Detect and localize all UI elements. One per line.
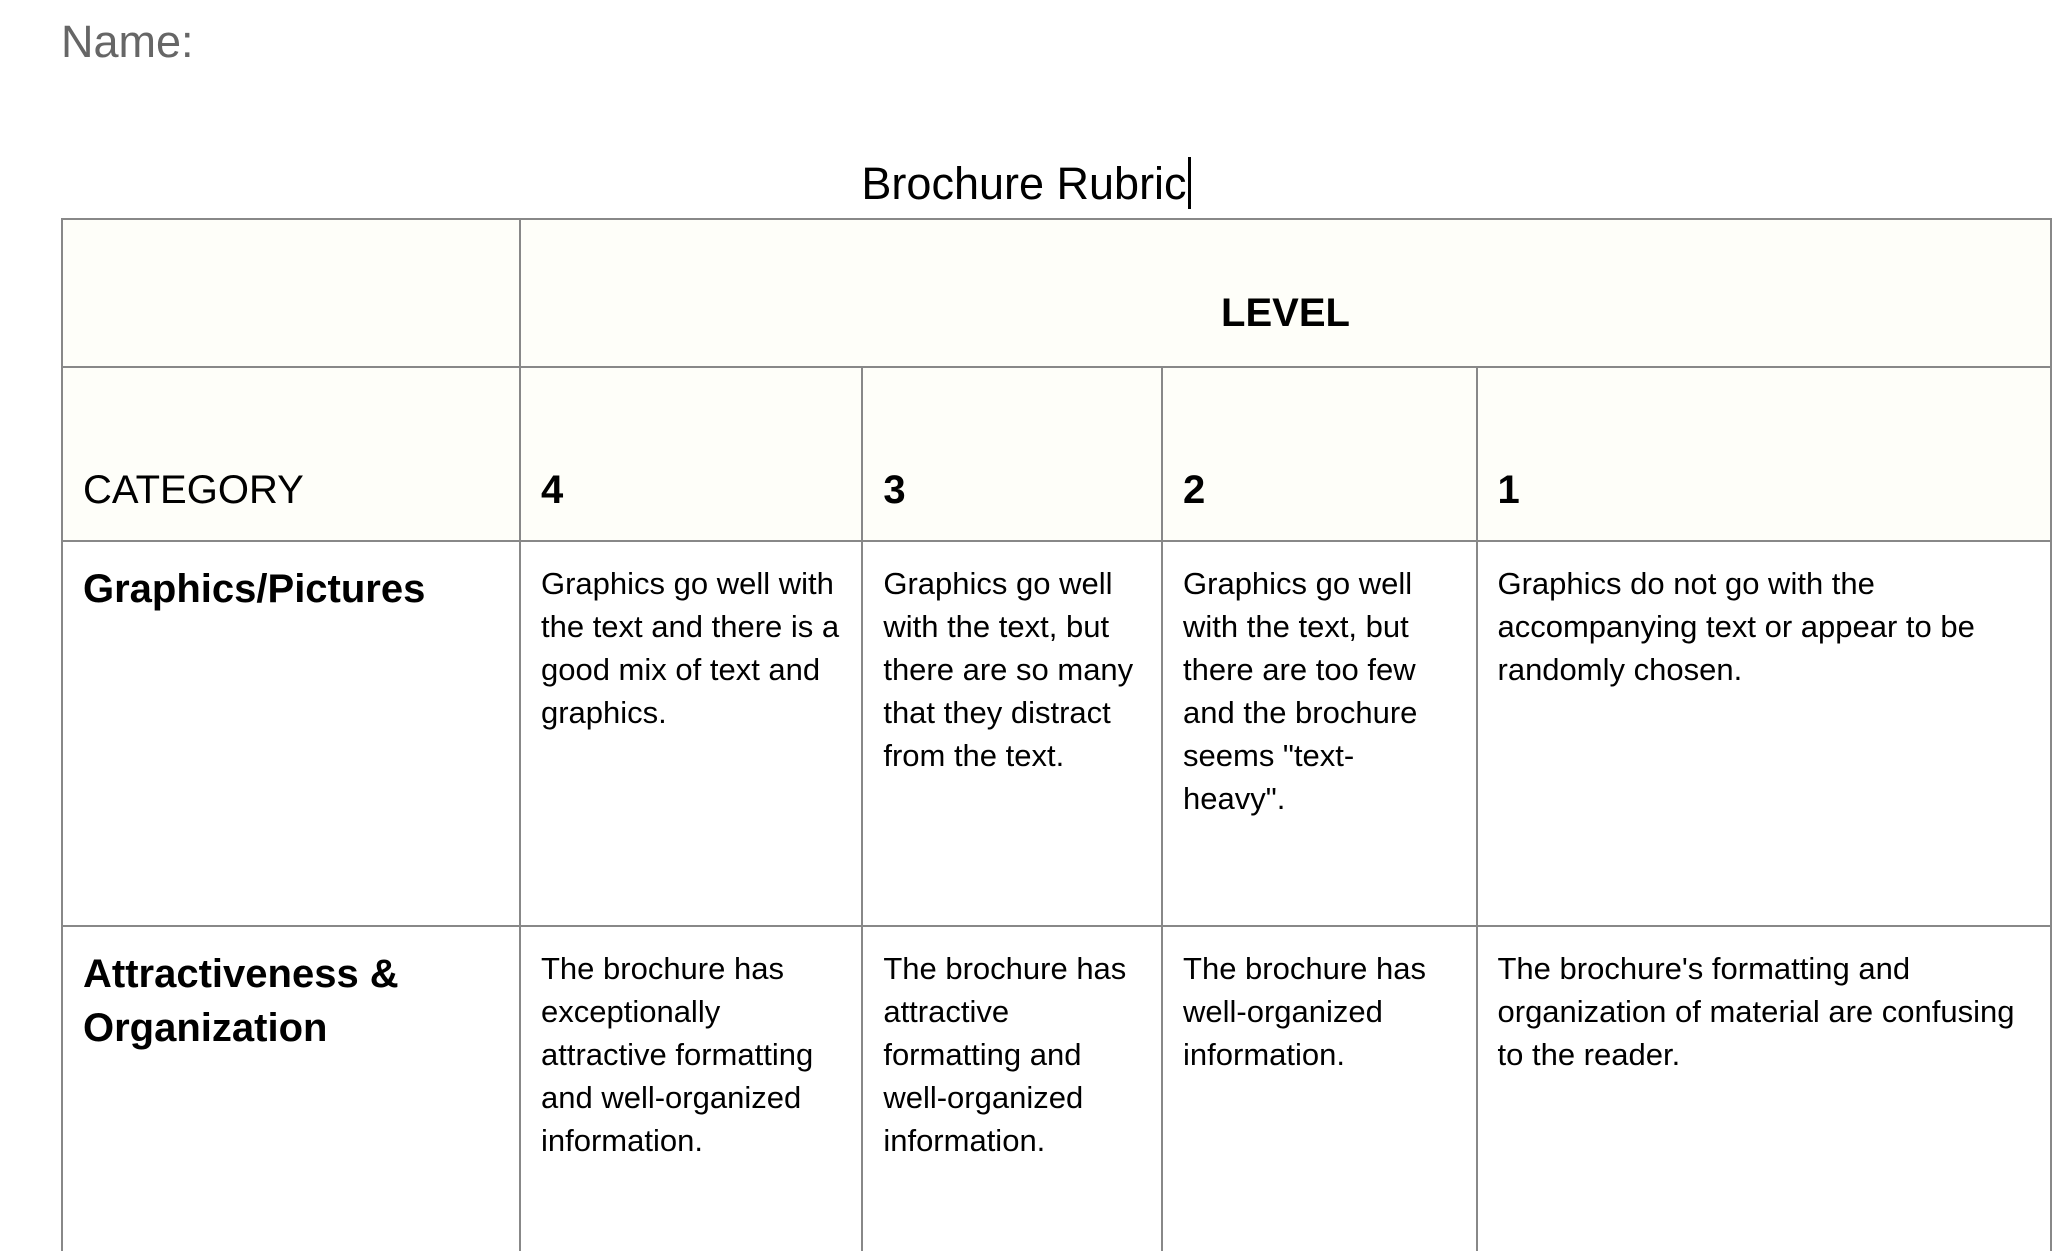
criteria-cell[interactable]	[1162, 926, 1476, 1251]
criteria-cell[interactable]	[862, 541, 1162, 926]
level-header: LEVEL	[1221, 291, 1350, 335]
document-title[interactable]	[0, 152, 2052, 216]
table-row	[62, 541, 2051, 926]
level-header-row	[62, 219, 2051, 367]
criteria-cell[interactable]	[520, 541, 862, 926]
name-label: Name:	[61, 16, 194, 67]
category-header-cell[interactable]	[62, 367, 520, 541]
text-cursor	[1188, 157, 1191, 209]
level-1-header-cell[interactable]	[1477, 367, 2052, 541]
category-cell[interactable]	[62, 926, 520, 1251]
criteria-cell[interactable]	[862, 926, 1162, 1251]
criteria-cell[interactable]	[1162, 541, 1476, 926]
category-cell[interactable]	[62, 541, 520, 926]
category-name: Graphics/Pictures	[83, 567, 426, 611]
category-header: CATEGORY	[83, 468, 304, 512]
level-2-header-cell[interactable]	[1162, 367, 1476, 541]
level-header-cell[interactable]	[520, 219, 2051, 367]
criteria-text: The brochure's formatting and organization of material are confusing to the reader.	[1497, 951, 2015, 1072]
level-3-label: 3	[883, 468, 906, 512]
criteria-text: Graphics go well with the text, but there are so many that they distract from the text.	[883, 566, 1134, 773]
level-4-header-cell[interactable]	[520, 367, 862, 541]
criteria-text: Graphics do not go with the accompanying text or appear to be randomly chosen.	[1497, 566, 1975, 687]
table-row	[62, 926, 2051, 1251]
empty-header-cell[interactable]	[62, 219, 520, 367]
criteria-text: The brochure has attractive formatting and well-organized information.	[883, 951, 1127, 1158]
level-1-label: 1	[1497, 468, 1520, 512]
criteria-text: The brochure has exceptionally attractive formatting and well-organized information.	[540, 951, 814, 1158]
level-4-label: 4	[540, 468, 564, 512]
criteria-cell[interactable]	[1477, 926, 2052, 1251]
level-2-label: 2	[1183, 468, 1206, 512]
criteria-text: Graphics go well with the text and there is a good mix of text and graphics.	[540, 566, 840, 730]
criteria-cell[interactable]	[1477, 541, 2052, 926]
criteria-text: Graphics go well with the text, but there are too few and the brochure seems "text-heavy".	[1183, 566, 1418, 816]
category-name: Attractiveness & Organization	[83, 952, 399, 1050]
column-header-row	[62, 367, 2051, 541]
criteria-cell[interactable]	[520, 926, 862, 1251]
rubric-table	[61, 218, 2052, 1251]
level-3-header-cell[interactable]	[862, 367, 1162, 541]
criteria-text: The brochure has well-organized information.	[1183, 951, 1426, 1072]
document-title-text[interactable]: Brochure Rubric	[861, 158, 1187, 209]
